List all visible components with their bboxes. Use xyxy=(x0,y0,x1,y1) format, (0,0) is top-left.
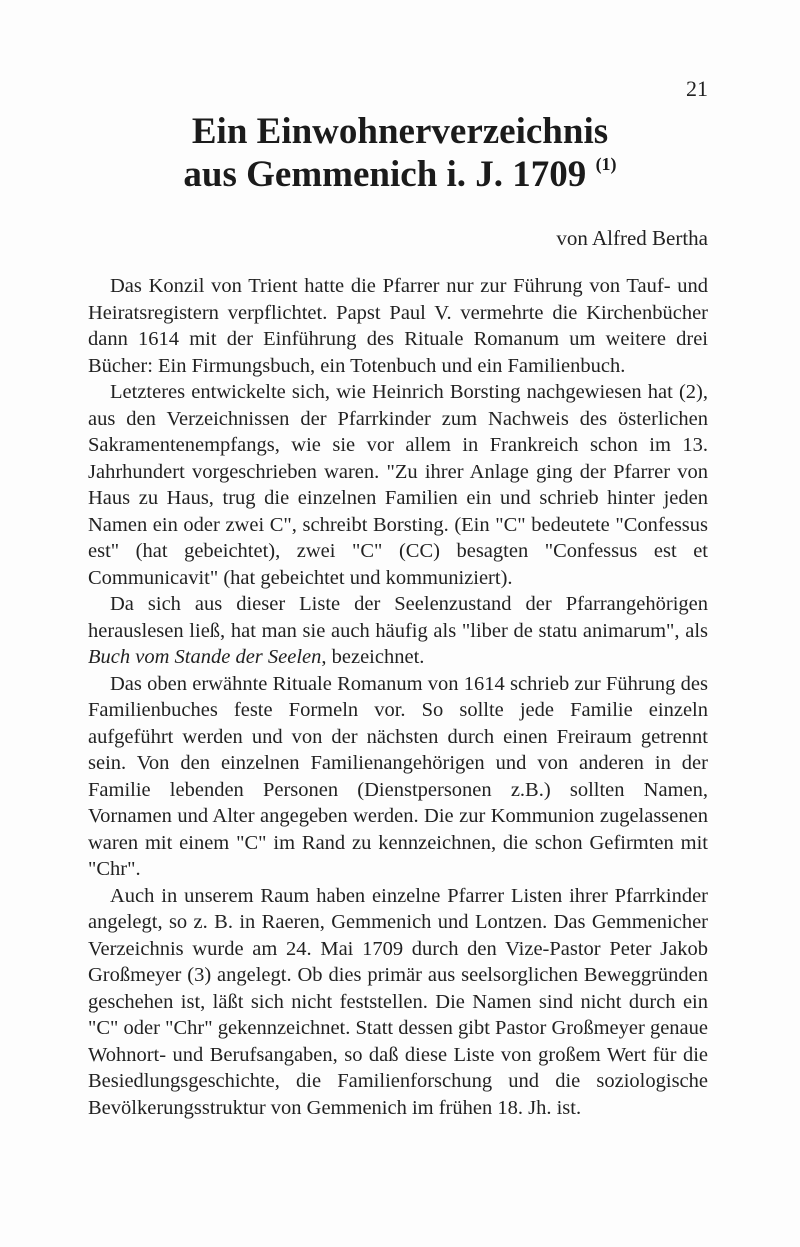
paragraph-5: Auch in unserem Raum haben einzelne Pfarrer Listen ihrer Pfarrkinder angelegt, so z. B. in Raeren, Gemmenich und Lontzen. Das Gemmenicher Verzeichnis wurde am 24. Mai 1709 durch den Vize-Pastor Peter Jakob Großmeyer (3) angelegt. Ob dies primär aus seelsorglichen Beweggründen geschehen ist, läßt sich nicht feststellen. Die Namen sind nicht durch ein "C" oder "Chr" gekennzeichnet. Statt dessen gibt Pastor Großmeyer genaue Wohnort- und Berufsangaben, so daß diese Liste von großem Wert für die Besiedlungsgeschichte, die Familienforschung und die soziologische Bevölkerungsstruktur von Gemmenich im frühen 18. Jh. ist. xyxy=(88,884,708,1119)
article-body xyxy=(88,273,708,1121)
paragraph-3-end: , bezeichnet. xyxy=(321,646,425,668)
paragraph-4: Das oben erwähnte Rituale Romanum von 1614 schrieb zur Führung des Familienbuches feste Formeln vor. So sollte jede Familie einzeln aufgeführt werden und von der nächsten durch einen Freiraum getrennt sein. Von den einzelnen Familienangehörigen und von anderen in der Familie lebenden Personen (Dienstpersonen z.B.) sollten Namen, Vornamen und Alter angegeben werden. Die zur Kommunion zugelassenen waren mit einem "C" im Rand zu kennzeichnen, die schon Gefirmten mit "Chr". xyxy=(88,672,708,880)
paragraph-3 xyxy=(88,591,708,671)
title-line-2: aus Gemmenich i. J. 1709 xyxy=(183,154,587,195)
article-title xyxy=(90,110,710,196)
page-number: 21 xyxy=(686,76,708,101)
paragraph-2: Letzteres entwickelte sich, wie Heinrich Borsting nachgewiesen hat (2), aus den Verzeichnissen der Pfarrkinder zum Nachweis des österlichen Sakramentenempfangs, wie sie vor allem in Frankreich schon im 13. Jahrhundert vorgeschrieben waren. "Zu ihrer Anlage ging der Pfarrer von Haus zu Haus, trug die einzelnen Familien ein und schrieb hinter jeden Namen ein oder zwei C", schreibt Borsting. (Ein "C" bedeutete "Confessus est" (hat gebeichtet), zwei "C" (CC) besagten "Confessus est et Communicavit" (hat gebeichtet und kommuniziert). xyxy=(88,381,708,589)
author-byline: von Alfred Bertha xyxy=(556,226,708,250)
paragraph-1: Das Konzil von Trient hatte die Pfarrer nur zur Führung von Tauf- und Heiratsregistern verpflichtet. Papst Paul V. vermehrte die Kirchenbücher dann 1614 mit der Einführung des Rituale Romanum um weitere drei Bücher: Ein Firmungsbuch, ein Totenbuch und ein Familienbuch. xyxy=(88,275,708,377)
title-footnote-marker: (1) xyxy=(595,154,617,174)
title-line-1: Ein Einwohnerverzeichnis xyxy=(191,111,609,152)
paragraph-3-italic-title: Buch vom Stande der Seelen xyxy=(88,646,322,668)
paragraph-3-start: Da sich aus dieser Liste der Seelenzustand der Pfarrangehörigen herauslesen ließ, hat man sie auch häufig als "liber de statu animarum", als xyxy=(88,593,708,642)
